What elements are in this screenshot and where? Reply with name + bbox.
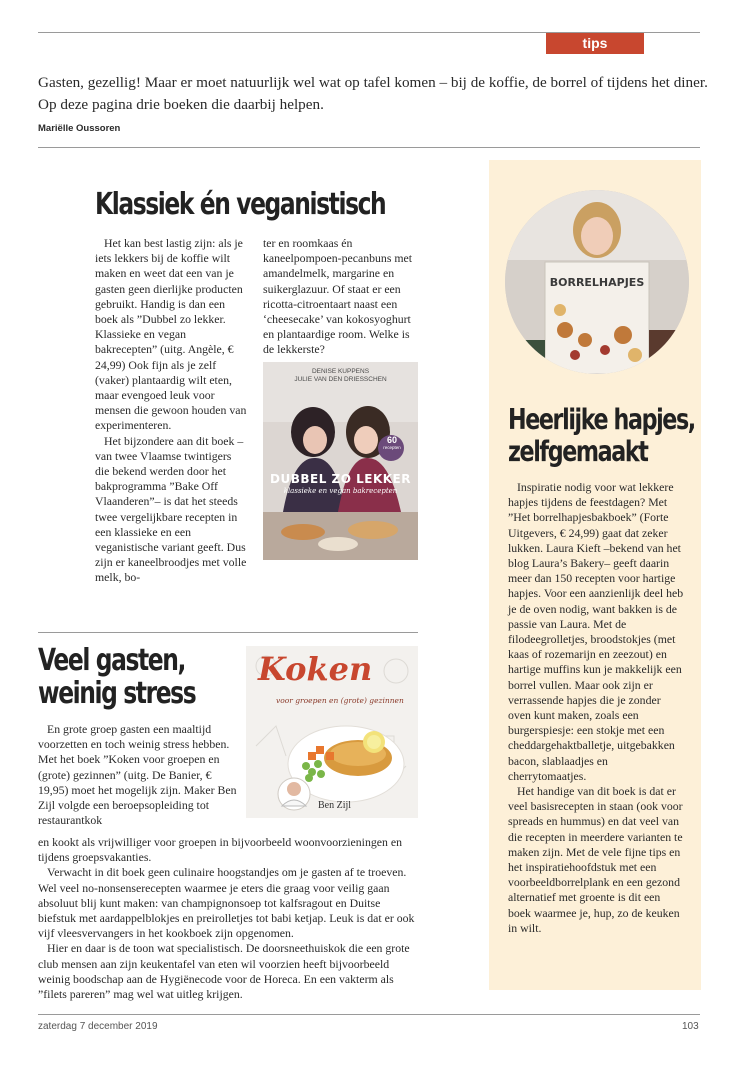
cover-title: Koken <box>258 650 373 688</box>
footer-rule <box>38 1014 700 1015</box>
cover-subtitle: voor groepen en (grote) gezinnen <box>276 696 404 705</box>
article3-headline <box>508 404 695 468</box>
cover-badge <box>381 436 403 450</box>
article1-headline: Klassiek én veganistisch <box>95 187 386 222</box>
article3-headline-line2: zelfgemaakt <box>508 435 648 468</box>
article2-paragraph: Hier en daar is de toon wat specialistisch. De doorsneethuiskok die een grote club mensen aan zijn keukentafel van eten wil voorzien heeft bijvoorbeeld weinig boodschap aan de Hygiënecode voor de Horeca. En een vakterm als ”filets pareren” mag wel wat uitleg krijgen. <box>38 941 410 1002</box>
photo-book-title: BORRELHAPJES <box>549 276 645 289</box>
cover-title: DUBBEL ZO LEKKER <box>270 472 411 486</box>
article1-column1 <box>95 236 247 586</box>
borrelhapjes-photo <box>505 190 689 374</box>
cover-badge-text: recepten <box>383 445 401 450</box>
article1-paragraph: Het bijzondere aan dit boek –van twee Vlaamse twintigers die bekend werden door het bakprogramma ”Bake Off Vlaanderen”– is dat het steeds twee vergelijkbare recepten in een klassieke en een veganistische variant geeft. Dus zijn er kaneelbroodjes met volle melk, bo- <box>95 433 247 585</box>
cover-illustration <box>263 362 418 560</box>
cover-author: Ben Zijl <box>318 800 352 811</box>
article1-paragraph: ter en roomkaas én kaneelpompoen-pecanbuns met amandelmelk, margarine en suikerglazuur. Of staat er een ricotta-citroentaart naast een ‘cheesecake’ van kokosyoghurt en plantaardige room. Welke is de lekkerste? <box>263 236 413 357</box>
page-number: 103 <box>682 1021 699 1032</box>
koken-voor-groepen-cover <box>246 646 418 818</box>
article2-headline-line1: Veel gasten, <box>38 643 185 678</box>
article2-paragraph: En grote groep gasten een maaltijd voorzetten en toch weinig stress hebben. Met het boek ”Koken voor groepen en (grote) gezinnen” (uitg. De Banier, € 19,95) moet het mogelijk zijn. Maker Ben Zijl volgde een beroepsopleiding tot restaurantkok <box>38 722 237 828</box>
article2-headline-line2: weinig stress <box>38 676 196 711</box>
cover-subtitle: klassieke en vegan bakrecepten <box>283 487 398 495</box>
article3-headline-line1: Heerlijke hapjes, <box>508 403 695 436</box>
article2-headline <box>38 644 195 710</box>
sidebar-panel <box>489 160 701 990</box>
dubbel-zo-lekker-cover <box>263 362 418 560</box>
article2-paragraph: Verwacht in dit boek geen culinaire hoogstandjes om je gasten af te troeven. Wel veel no-nonsenserecepten waarmee je eters die graag voor veilig gaan absoluut blij kunt maken: van champignonsoep tot kalfsragout en Duitse biefstuk met aardappelblokjes en preirolletjes tot babi ketjap. Leuk is dat er ook vijf vleesvervangers in het kookboek zijn opgenomen. <box>38 865 415 941</box>
section-tag: tips <box>546 33 644 54</box>
article3-paragraph: Het handige van dit boek is dat er veel basisrecepten in staan (ook voor spreads en hummus) en dat veel van die recepten in meerdere varianten te maken zijn. Met de vele fijne tips en het inspiratiehoofdstuk met een voorbeeldborrelplank en een gezond alternatief met groente is dit een boek waarmee je, hup, zo de keuken in wilt. <box>508 784 683 935</box>
intro-rule <box>38 147 700 148</box>
article1-column2 <box>263 236 419 358</box>
cover-badge-number: 60 <box>386 435 397 445</box>
footer-date: zaterdag 7 december 2019 <box>38 1021 158 1032</box>
author-byline: Mariëlle Oussoren <box>38 123 121 134</box>
article3-paragraph: Inspiratie nodig voor wat lekkere hapjes tijdens de feestdagen? Met ”Het borrelhapjesbakboek” (Forte Uitgevers, € 24,99) gaat dat zeker lukken. Laura Kieft –bekend van het blog Laura’s Bakery– geeft daarin meer dan 150 recepten voor hartige hapjes. Voor een aanzienlijk deel heb je de oven nodig, want bakken is de passie van Laura. Met de filodeegrolletjes, broodstokjes (met kaas of rozemarijn en zeezout) en hartige muffins kun je makkelijk een borrel vullen. Maar ook zijn er verrassende hapjes die je zonder oven kunt maken, zoals een burgerspiesje: een stokje met een cheddargehaktballetje, uitgebakken bacon, slablaadjes en cherrytomaatjes. <box>508 480 684 783</box>
intro-text: Gasten, gezellig! Maar er moet natuurlijk wel wat op tafel komen – bij de koffie, de borrel of tijdens het diner. Op deze pagina drie boeken die daarbij helpen. <box>38 74 708 113</box>
article2-paragraph: en kookt als vrijwilliger voor groepen in bijvoorbeeld woonvoorzieningen en tijdens groepsvakanties. <box>38 835 402 865</box>
article2-rule <box>38 632 418 633</box>
article1-paragraph: Het kan best lastig zijn: als je iets lekkers bij de koffie wilt maken en weet dat een van je gasten geen dierlijke producten gebruikt. Handig is dan een boek als ”Dubbel zo lekker. Klassieke en vegan bakrecepten” (uitg. Angèle, € 24,99) Ook fijn als je zelf (vaker) plantaardig wilt eten, maar evengoed leuk voor mensen die gewoon houden van experimenteren. <box>95 236 247 433</box>
article2-narrow-column <box>38 722 238 828</box>
article2-wide-column <box>38 835 419 1002</box>
cover-authors: DENISE KUPPENS JULIE VAN DEN DRIESSCHEN <box>294 368 387 383</box>
article3-column <box>508 480 686 936</box>
